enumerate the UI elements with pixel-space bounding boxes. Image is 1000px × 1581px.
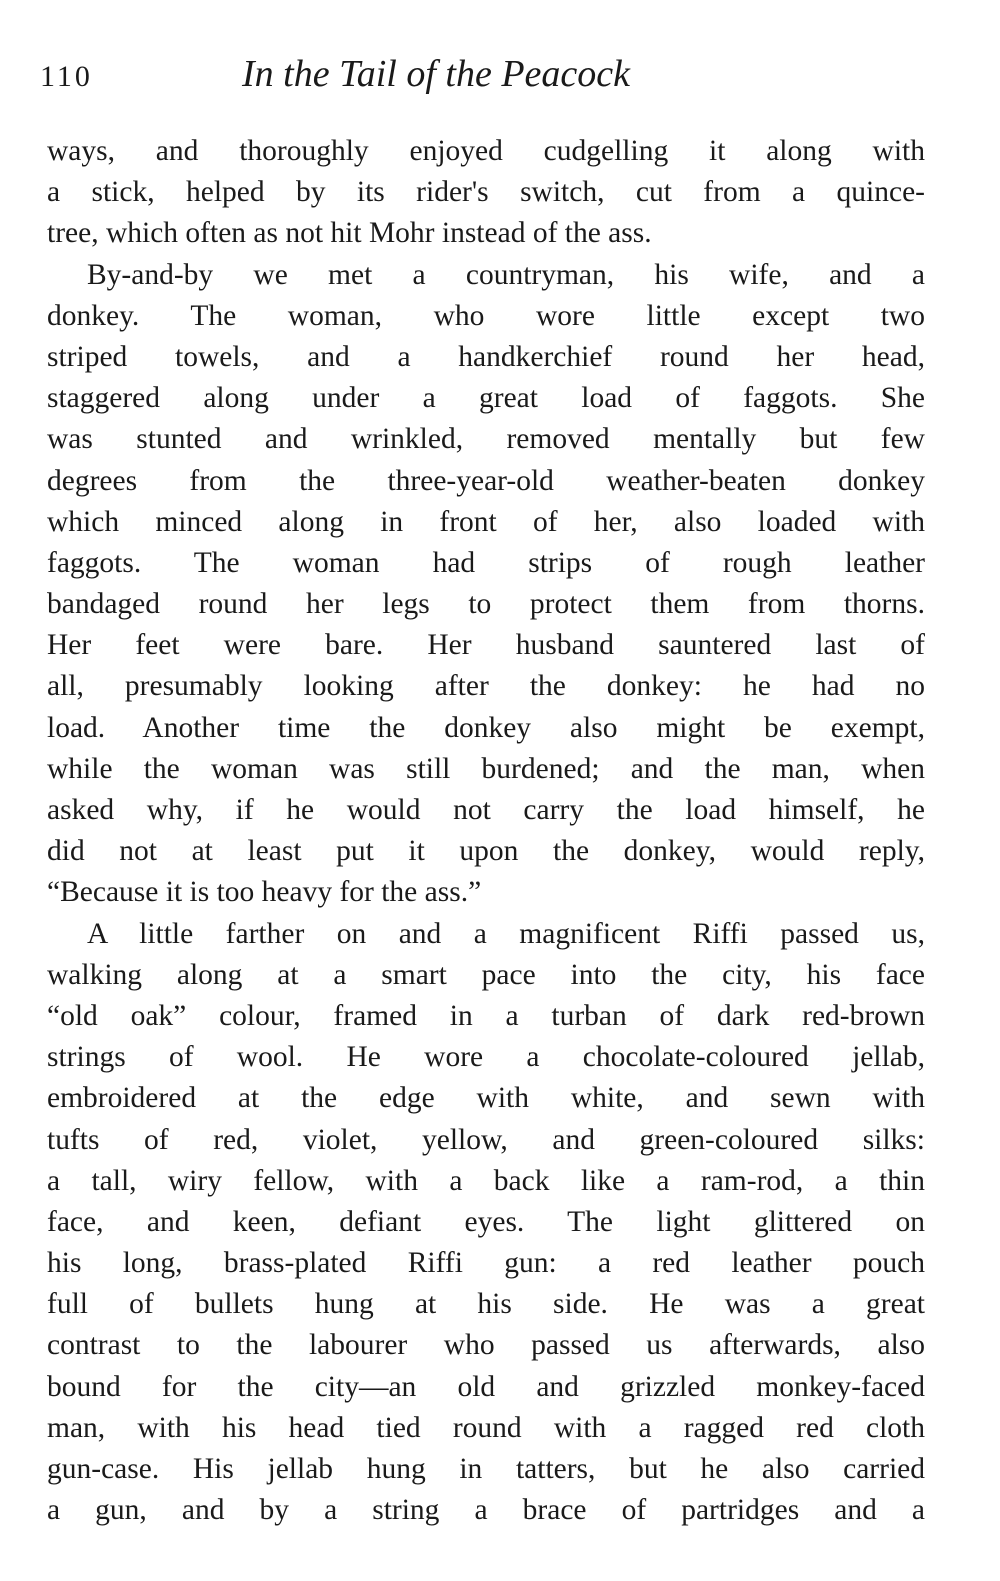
page-number: 110 bbox=[40, 60, 93, 93]
text-line: was stunted and wrinkled, removed mentally but few bbox=[47, 423, 925, 456]
text-line: man, with his head tied round with a ragged red cloth bbox=[47, 1411, 925, 1444]
text-line: face, and keen, defiant eyes. The light glittered on bbox=[47, 1205, 925, 1238]
text-line: staggered along under a great load of faggots. She bbox=[47, 382, 925, 415]
text-line: striped towels, and a handkerchief round her head, bbox=[47, 340, 925, 373]
text-line: bound for the city—an old and grizzled monkey-faced bbox=[47, 1370, 925, 1403]
text-line: embroidered at the edge with white, and sewn with bbox=[47, 1082, 925, 1115]
text-line: a tall, wiry fellow, with a back like a ram-rod, a thin bbox=[47, 1164, 925, 1197]
text-line: while the woman was still burdened; and the man, when bbox=[47, 752, 925, 785]
text-line: tufts of red, violet, yellow, and green-coloured silks: bbox=[47, 1123, 925, 1156]
text-line: “Because it is too heavy for the ass.” bbox=[47, 876, 482, 909]
text-line: tree, which often as not hit Mohr instead of the ass. bbox=[47, 217, 652, 250]
text-line: which minced along in front of her, also loaded with bbox=[47, 505, 925, 538]
paragraph-first-line: By-and-by we met a countryman, his wife, and a bbox=[87, 258, 925, 291]
body-text bbox=[47, 131, 925, 1531]
text-line: walking along at a smart pace into the city, his face bbox=[47, 958, 925, 991]
text-line: strings of wool. He wore a chocolate-coloured jellab, bbox=[47, 1041, 925, 1074]
text-line: degrees from the three-year-old weather-beaten donkey bbox=[47, 464, 925, 497]
text-line: faggots. The woman had strips of rough leather bbox=[47, 546, 925, 579]
text-line: did not at least put it upon the donkey, would reply, bbox=[47, 835, 925, 868]
text-line: ways, and thoroughly enjoyed cudgelling it along with bbox=[47, 135, 925, 167]
text-line: gun-case. His jellab hung in tatters, but he also carried bbox=[47, 1453, 925, 1485]
text-line: bandaged round her legs to protect them from thorns. bbox=[47, 588, 925, 621]
text-line: full of bullets hung at his side. He was a great bbox=[47, 1288, 925, 1321]
text-line: Her feet were bare. Her husband sauntered last of bbox=[47, 629, 925, 662]
text-line: “old oak” colour, framed in a turban of dark red-brown bbox=[47, 999, 925, 1032]
paragraph-first-line: A little farther on and a magnificent Riffi passed us, bbox=[87, 917, 925, 950]
page-header bbox=[40, 52, 930, 108]
text-line: asked why, if he would not carry the load himself, he bbox=[47, 794, 925, 826]
text-line: his long, brass-plated Riffi gun: a red leather pouch bbox=[47, 1247, 925, 1280]
text-line: contrast to the labourer who passed us afterwards, also bbox=[47, 1329, 925, 1362]
text-line: a gun, and by a string a brace of partridges and a bbox=[47, 1494, 925, 1527]
text-line: all, presumably looking after the donkey: he had no bbox=[47, 670, 925, 703]
running-title: In the Tail of the Peacock bbox=[242, 53, 630, 95]
text-line: a stick, helped by its rider's switch, cut from a quince- bbox=[47, 176, 925, 209]
text-line: load. Another time the donkey also might be exempt, bbox=[47, 711, 925, 744]
text-line: donkey. The woman, who wore little except two bbox=[47, 299, 925, 332]
